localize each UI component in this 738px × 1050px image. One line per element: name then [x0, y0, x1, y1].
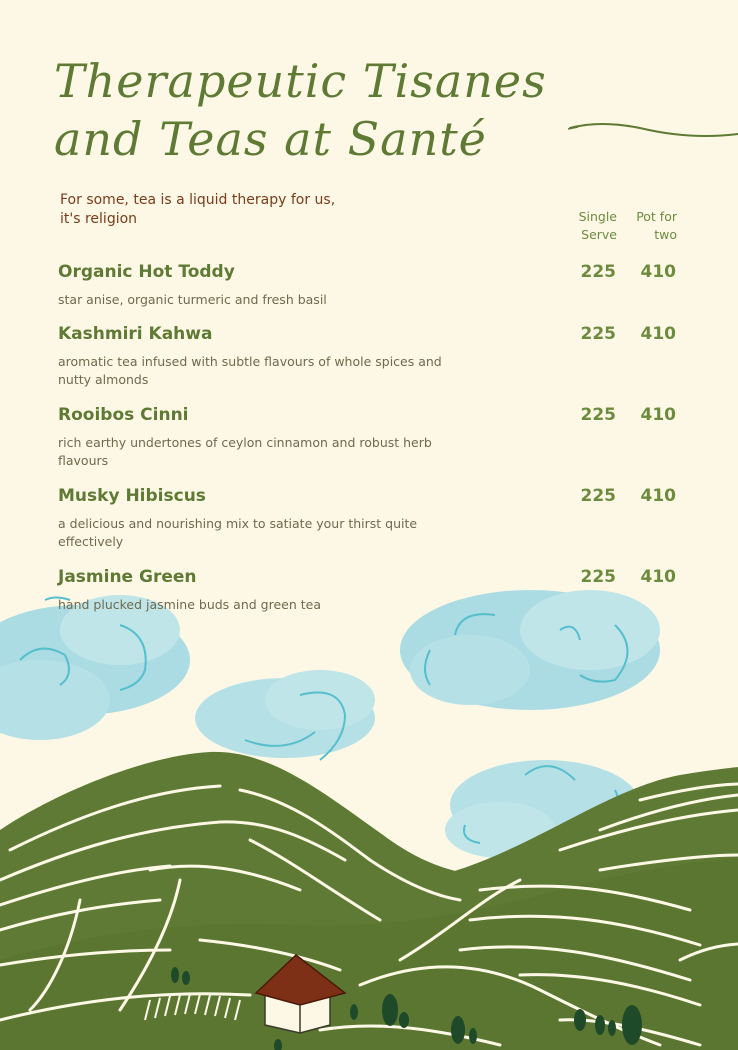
column-header-pot-line-2: two: [654, 227, 677, 242]
menu-item-price-pot: 410: [640, 405, 676, 425]
column-header-single-serve: [560, 208, 617, 244]
menu-item-name: Organic Hot Toddy: [58, 262, 235, 282]
menu-item-description: hand plucked jasmine buds and green tea: [58, 597, 321, 612]
menu-item-description: star anise, organic turmeric and fresh basil: [58, 292, 327, 307]
menu-item-description: rich earthy undertones of ceylon cinnamon and robust herb flavours: [58, 435, 432, 468]
column-header-pot-line-1: Pot for: [636, 209, 677, 224]
menu-item-price-single: 225: [580, 324, 616, 344]
menu-item-name: Rooibos Cinni: [58, 405, 189, 425]
menu-item-price-single: 225: [580, 262, 616, 282]
title-line-2: and Teas at Santé: [54, 112, 487, 166]
title-line-1: Therapeutic Tisanes: [54, 54, 547, 108]
menu-item-price-pot: 410: [640, 324, 676, 344]
menu-item-description: aromatic tea infused with subtle flavours of whole spices and nutty almonds: [58, 354, 442, 387]
tagline-line-2: it's religion: [60, 211, 138, 227]
menu-item-name: Kashmiri Kahwa: [58, 324, 213, 344]
menu-item-price-single: 225: [580, 567, 616, 587]
menu-item-price-pot: 410: [640, 486, 676, 506]
column-header-single-line-1: Single: [578, 209, 617, 224]
column-header-pot-for-two: [620, 208, 677, 244]
menu-item-description: a delicious and nourishing mix to satiate your thirst quite effectively: [58, 516, 418, 549]
menu-item-price-single: 225: [580, 486, 616, 506]
menu-item-price-pot: 410: [640, 262, 676, 282]
decorative-squiggle: [570, 124, 738, 136]
menu-item-name: Musky Hibiscus: [58, 486, 206, 506]
menu-item-name: Jasmine Green: [58, 567, 197, 587]
cloud-middle: [195, 670, 375, 760]
tagline: [60, 191, 360, 229]
page-title: [54, 52, 547, 168]
menu-item-price-single: 225: [580, 405, 616, 425]
tagline-line-1: For some, tea is a liquid therapy for us,: [60, 192, 336, 208]
menu-item-price-pot: 410: [640, 567, 676, 587]
cloud-left: [0, 595, 190, 740]
column-header-single-line-2: Serve: [581, 227, 617, 242]
